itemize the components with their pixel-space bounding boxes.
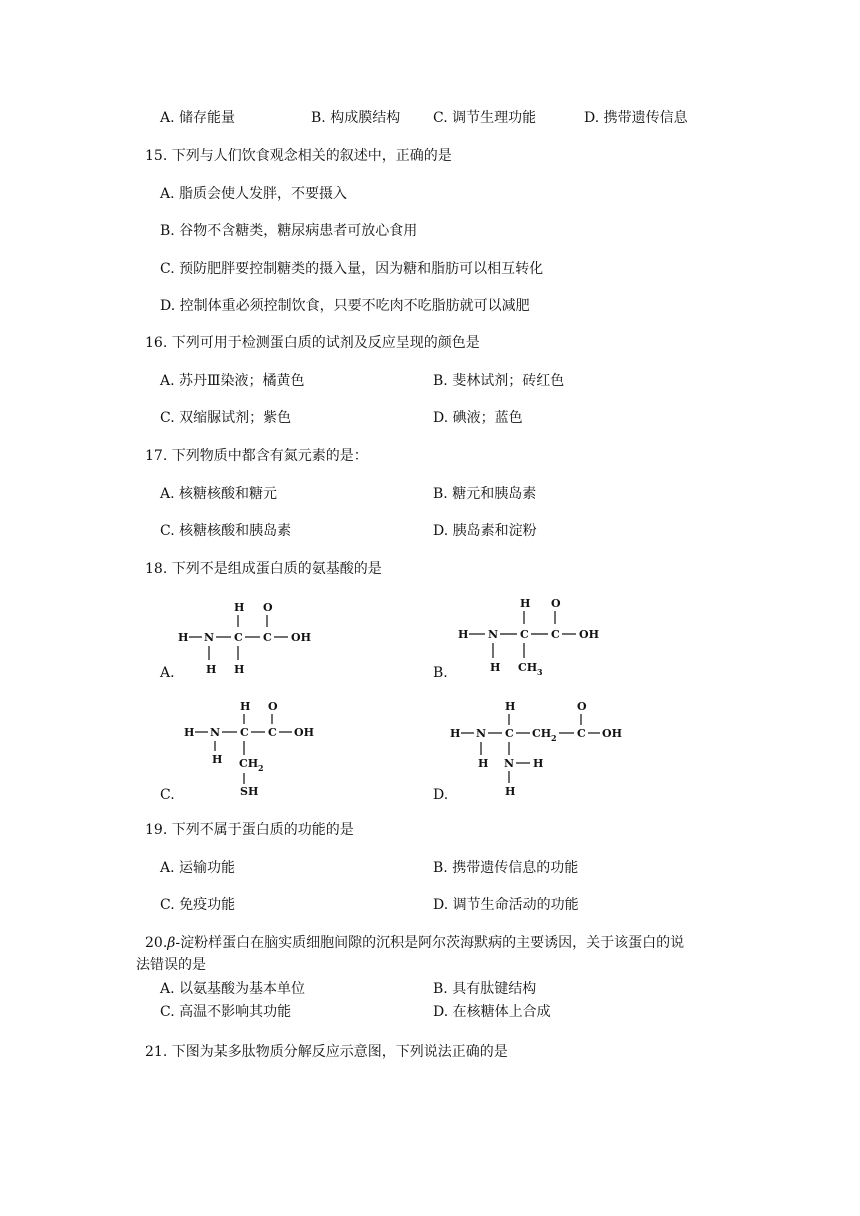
q18-option-b-label: B.: [433, 665, 448, 681]
q18-option-d-label: D.: [433, 787, 449, 803]
svg-text:CH: CH: [532, 727, 552, 740]
q14-option-a: A. 储存能量: [160, 110, 236, 126]
svg-text:3: 3: [537, 667, 543, 677]
svg-text:CH: CH: [518, 661, 538, 674]
svg-text:H: H: [505, 700, 516, 713]
q21-stem: 21. 下图为某多肽物质分解反应示意图，下列说法正确的是: [145, 1044, 508, 1060]
q19-option-a: A. 运输功能: [160, 860, 236, 876]
q15-option-d: D. 控制体重必须控制饮食，只要不吃肉不吃脂肪就可以减肥: [160, 298, 530, 314]
q18-molecule-c: [182, 697, 332, 801]
svg-text:C: C: [240, 726, 249, 739]
svg-text:C: C: [505, 727, 514, 740]
svg-text:H: H: [212, 753, 223, 766]
svg-text:H: H: [234, 663, 245, 676]
q16-option-a: A. 苏丹Ⅲ染液；橘黄色: [160, 373, 305, 389]
q19-option-d: D. 调节生命活动的功能: [433, 897, 579, 913]
q14-option-c: C. 调节生理功能: [433, 110, 537, 126]
q15-option-c: C. 预防肥胖要控制糖类的摄入量，因为糖和脂肪可以相互转化: [160, 261, 544, 277]
svg-text:O: O: [577, 700, 587, 713]
q16-option-c: C. 双缩脲试剂；紫色: [160, 410, 292, 426]
q17-option-d: D. 胰岛素和淀粉: [433, 523, 537, 539]
svg-text:OH: OH: [291, 631, 311, 644]
svg-text:H: H: [505, 785, 516, 798]
svg-text:H: H: [533, 757, 544, 770]
svg-text:N: N: [488, 628, 499, 641]
svg-text:O: O: [268, 700, 278, 713]
svg-text:C: C: [234, 631, 243, 644]
svg-text:H: H: [478, 757, 489, 770]
svg-text:2: 2: [258, 763, 264, 773]
svg-text:OH: OH: [602, 727, 622, 740]
q18-stem: 18. 下列不是组成蛋白质的氨基酸的是: [145, 561, 382, 577]
q19-stem: 19. 下列不属于蛋白质的功能的是: [145, 822, 354, 838]
q19-option-b: B. 携带遗传信息的功能: [433, 860, 579, 876]
svg-text:H: H: [490, 661, 501, 674]
svg-text:H: H: [178, 631, 189, 644]
q18-molecule-d: [448, 697, 638, 801]
q18-molecule-b: [456, 594, 616, 678]
q18-option-a-label: A.: [160, 665, 175, 681]
svg-text:OH: OH: [294, 726, 314, 739]
svg-text:OH: OH: [579, 628, 599, 641]
svg-text:C: C: [268, 726, 277, 739]
q20-stem: 20.β-淀粉样蛋白在脑实质细胞间隙的沉积是阿尔茨海默病的主要诱因，关于该蛋白的说: [145, 935, 685, 951]
svg-text:H: H: [234, 601, 245, 614]
svg-text:C: C: [520, 628, 529, 641]
q20-option-c: C. 高温不影响其功能: [160, 1004, 292, 1020]
svg-text:N: N: [204, 631, 215, 644]
svg-text:2: 2: [551, 733, 557, 743]
q16-option-d: D. 碘液；蓝色: [433, 410, 523, 426]
svg-text:SH: SH: [240, 785, 259, 798]
svg-text:N: N: [476, 727, 487, 740]
q15-option-b: B. 谷物不含糖类，糖尿病患者可放心食用: [160, 223, 418, 239]
q15-stem: 15. 下列与人们饮食观念相关的叙述中，正确的是: [145, 148, 452, 164]
q20-option-a: A. 以氨基酸为基本单位: [160, 981, 306, 997]
q20-stem-line2: 法错误的是: [136, 957, 206, 973]
svg-text:H: H: [450, 727, 461, 740]
q17-stem: 17. 下列物质中都含有氮元素的是：: [145, 448, 368, 464]
svg-text:CH: CH: [239, 757, 259, 770]
svg-text:N: N: [504, 757, 515, 770]
svg-text:C: C: [551, 628, 560, 641]
svg-text:H: H: [184, 726, 195, 739]
q19-option-c: C. 免疫功能: [160, 897, 236, 913]
q20-option-b: B. 具有肽键结构: [433, 981, 537, 997]
q14-option-d: D. 携带遗传信息: [584, 110, 688, 126]
q17-option-a: A. 核糖核酸和糖元: [160, 486, 278, 502]
svg-text:O: O: [263, 601, 273, 614]
q17-option-b: B. 糖元和胰岛素: [433, 486, 537, 502]
svg-text:N: N: [210, 726, 221, 739]
svg-text:H: H: [458, 628, 469, 641]
q17-option-c: C. 核糖核酸和胰岛素: [160, 523, 292, 539]
svg-text:H: H: [240, 700, 251, 713]
q20-option-d: D. 在核糖体上合成: [433, 1004, 551, 1020]
q18-option-c-label: C.: [160, 787, 175, 803]
q14-option-b: B. 构成膜结构: [311, 110, 401, 126]
svg-text:H: H: [206, 663, 217, 676]
q15-option-a: A. 脂质会使人发胖，不要摄入: [160, 186, 348, 202]
svg-text:C: C: [263, 631, 272, 644]
svg-text:H: H: [520, 597, 531, 610]
q18-molecule-a: [176, 598, 326, 678]
q16-option-b: B. 斐林试剂；砖红色: [433, 373, 565, 389]
svg-text:O: O: [551, 597, 561, 610]
svg-text:C: C: [577, 727, 586, 740]
q16-stem: 16. 下列可用于检测蛋白质的试剂及反应呈现的颜色是: [145, 335, 480, 351]
